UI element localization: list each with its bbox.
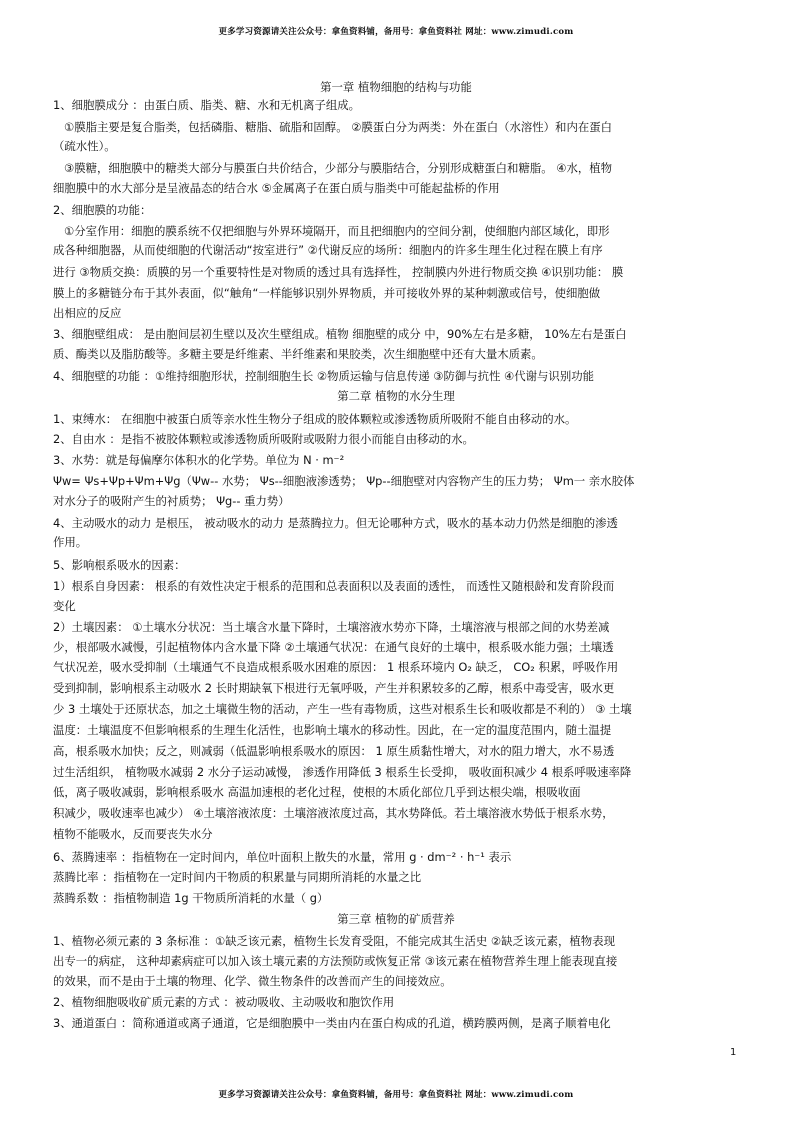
text-line: 细胞膜中的水大部分是呈液晶态的结合水 ⑤金属离子在蛋白质与脂类中可能起盐桥的作用 xyxy=(53,181,500,195)
text-line: 过生活组织， 植物吸水减弱 2 水分子运动减慢， 渗透作用降低 3 根系生长受抑， 吸收面积减少 4 根系呼吸速率降 xyxy=(53,765,632,779)
chapter-3-title: 第三章 植物的矿质营养 xyxy=(337,912,455,926)
text-line: 变化 xyxy=(53,599,76,613)
page-number: 1 xyxy=(730,1047,737,1058)
text-line: 植物不能吸水，反而要丧失水分 xyxy=(53,827,213,841)
text-line: 的效果，而不是由于土壤的物理、化学、微生物条件的改善而产生的间接效应。 xyxy=(53,974,452,988)
text-line: 1、植物必须元素的 3 条标准 ：①缺乏该元素，植物生长发育受阻，不能完成其生活史 ②缺乏该元素，植物表现 xyxy=(53,934,615,948)
text-line: 温度：土壤温度不但影响根系的生理生化活性，也影响土壤水的移动性。因此，在一定的温度范围内，随土温提 xyxy=(53,723,612,737)
text-line: 作用。 xyxy=(53,535,88,549)
page-footer: 更多学习资源请关注公众号：拿鱼资料铺，备用号：拿鱼资料社 网址：www.zimudi.com xyxy=(218,1090,574,1100)
text-line: 5、影响根系吸水的因素： xyxy=(53,558,186,572)
text-line: 1、束缚水： 在细胞中被蛋白质等亲水性生物分子组成的胶体颗粒或渗透物质所吸附不能自由移动的水。 xyxy=(53,412,577,426)
text-line: 受到抑制，影响根系主动吸水 2 长时期缺氧下根进行无氧呼吸，产生并积累较多的乙醇，根系中毒受害，吸水更 xyxy=(53,681,615,695)
text-line: 4、主动吸水的动力 是根压， 被动吸水的动力 是蒸腾拉力。但无论哪种方式，吸水的基本动力仍然是细胞的渗透 xyxy=(53,516,618,530)
text-line: 3、水势：就是每偏摩尔体积水的化学势。单位为 N · m⁻² xyxy=(53,453,345,467)
text-line: ①膜脂主要是复合脂类，包括磷脂、糖脂、硫脂和固醇。 ②膜蛋白分为两类：外在蛋白（水溶性）和内在蛋白 xyxy=(64,120,613,134)
text-line: 蒸腾比率 ：指植物在一定时间内干物质的积累量与同期所消耗的水量之比 xyxy=(53,870,422,884)
text-line: 成各种细胞器，从而使细胞的代谢活动“按室进行” ②代谢反应的场所：细胞内的许多生理生化过程在膜上有序 xyxy=(53,243,603,257)
text-line: 进行 ③物质交换：质膜的另一个重要特性是对物质的透过具有选择性， 控制膜内外进行物质交换 ④识别功能： 膜 xyxy=(53,265,624,279)
text-line: 1、细胞膜成分 ：由蛋白质、脂类、糖、水和无机离子组成。 xyxy=(53,98,361,112)
text-line: Ψw= Ψs+Ψp+Ψm+Ψg（Ψw-- 水势； Ψs--细胞液渗透势； Ψp--细胞壁对内容物产生的压力势； Ψm一 亲水胶体 xyxy=(53,474,635,488)
text-line: 3、通道蛋白 ：简称通道或离子通道，它是细胞膜中一类由内在蛋白构成的孔道，横跨膜两侧，是离子顺着电化 xyxy=(53,1016,611,1030)
text-line: （疏水性）。 xyxy=(53,139,116,153)
text-line: 少，根部吸水减慢，引起植物体内含水量下降 ②土壤通气状况：在通气良好的土壤中，根系吸水能力强；土壤透 xyxy=(53,640,614,654)
text-line: 6、蒸腾速率 ：指植物在一定时间内，单位叶面积上散失的水量，常用 g · dm⁻² · h⁻¹ 表示 xyxy=(53,850,512,864)
text-line: 1）根系自身因素： 根系的有效性决定于根系的范围和总表面积以及表面的透性， 而透性又随根龄和发育阶段而 xyxy=(53,579,615,593)
text-line: 出专一的病症， 这种却素病症可以加入该土壤元素的方法预防或恢复正常 ③该元素在植物营养生理上能表现直接 xyxy=(53,954,618,968)
chapter-2-title: 第二章 植物的水分生理 xyxy=(337,389,455,403)
text-line: 2、细胞膜的功能： xyxy=(53,203,152,217)
text-line: 3、细胞壁组成： 是由胞间层初生壁以及次生壁组成。植物 细胞壁的成分 中，90%左右是多糖， 10%左右是蛋白 xyxy=(53,327,627,341)
text-line: ①分室作用：细胞的膜系统不仅把细胞与外界环境隔开，而且把细胞内的空间分割，使细胞内部区域化，即形 xyxy=(64,224,610,238)
text-line: 2）土壤因素： ①土壤水分状况：当土壤含水量下降时，土壤溶液水势亦下降，土壤溶液与根部之间的水势差减 xyxy=(53,620,610,634)
page-header: 更多学习资源请关注公众号：拿鱼资料铺，备用号：拿鱼资料社 网址：www.zimudi.com xyxy=(218,27,574,37)
text-line: 对水分子的吸附产生的衬质势； Ψg-- 重力势） xyxy=(53,494,290,508)
text-line: 出相应的反应 xyxy=(53,306,122,320)
text-line: 膜上的多糖链分布于其外表面，似“触角“一样能够识别外界物质，并可接收外界的某种刺激或信号，使细胞做 xyxy=(53,286,601,300)
text-line: 低，离子吸收减弱，影响根系吸水 高温加速根的老化过程，使根的木质化部位几乎到达根尖端，根吸收面 xyxy=(53,785,581,799)
text-line: 2、自由水 ：是指不被胶体颗粒或渗透物质所吸附或吸附力很小而能自由移动的水。 xyxy=(53,432,474,446)
text-line: 蒸腾系数 ：指植物制造 1g 干物质所消耗的水量（ g） xyxy=(53,891,329,905)
text-line: ③膜糖，细胞膜中的糖类大部分与膜蛋白共价结合，少部分与膜脂结合，分别形成糖蛋白和糖脂。 ④水，植物 xyxy=(64,161,613,175)
text-line: 2、植物细胞吸收矿质元素的方式 ：被动吸收、主动吸收和胞饮作用 xyxy=(53,995,395,1009)
text-line: 气状况差，吸水受抑制（土壤通气不良造成根系吸水困难的原因： 1 根系环境内 O₂ 缺乏， CO₂ 积累，呼吸作用 xyxy=(53,660,619,674)
text-line: 质、酶类以及脂肪酸等。多糖主要是纤维素、半纤维素和果胶类，次生细胞壁中还有大量木质素。 xyxy=(53,347,543,361)
chapter-1-title: 第一章 植物细胞的结构与功能 xyxy=(320,80,472,94)
text-line: 高，根系吸水加快；反之，则减弱（低温影响根系吸水的原因： 1 原生质黏性增大，对水的阻力增大，水不易透 xyxy=(53,744,615,758)
text-line: 4、细胞壁的功能 ：①维持细胞形状，控制细胞生长 ②物质运输与信息传递 ③防御与抗性 ④代谢与识别功能 xyxy=(53,369,594,383)
text-line: 少 3 土壤处于还原状态，加之土壤微生物的活动，产生一些有毒物质，这些对根系生长和吸收都是不利的） ③ 土壤 xyxy=(53,702,632,716)
text-line: 积减少，吸收速率也减少） ④土壤溶液浓度：土壤溶液浓度过高，其水势降低。若土壤溶液水势低于根系水势， xyxy=(53,806,614,820)
